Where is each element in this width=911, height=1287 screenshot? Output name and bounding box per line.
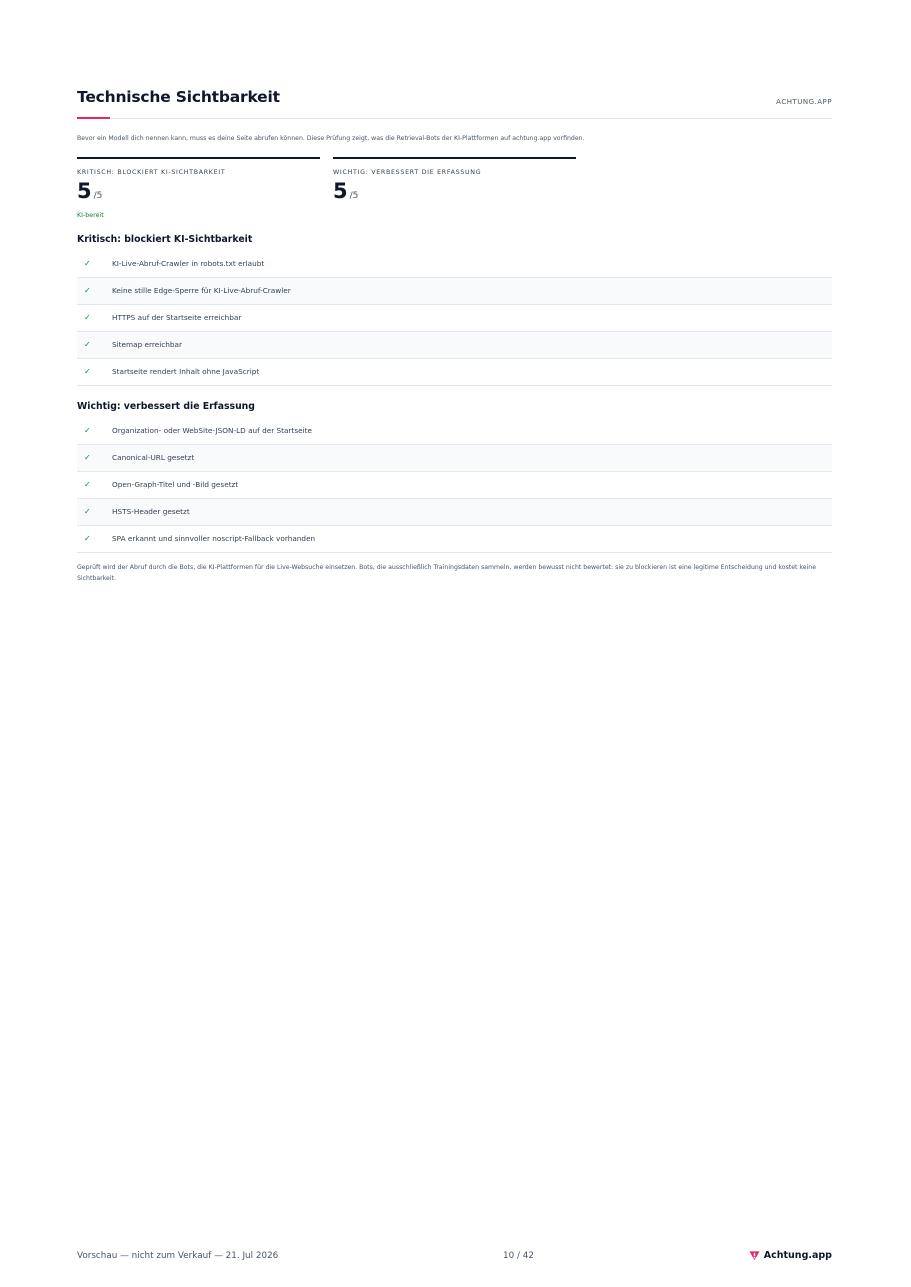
score-max: /5 xyxy=(93,191,103,201)
check-icon: ✓ xyxy=(84,286,91,295)
check-text: Keine stille Edge-Sperre für KI-Live-Abruf-Crawler xyxy=(112,286,291,295)
check-text: Canonical-URL gesetzt xyxy=(112,453,195,462)
check-icon: ✓ xyxy=(84,534,91,543)
footnote: Geprüft wird der Abruf durch die Bots, die KI-Plattformen für die Live-Websuche einsetzen. Bots, die ausschließlich Trainingsdaten sammeln, werden bewusst nicht bewertet: sie zu blockieren ist eine legitime Entscheidung und kostet keine Sichtbarkeit. xyxy=(77,564,817,582)
check-icon: ✓ xyxy=(84,426,91,435)
check-icon: ✓ xyxy=(84,453,91,462)
check-text: Open-Graph-Titel und -Bild gesetzt xyxy=(112,480,239,489)
list-item xyxy=(77,359,832,386)
list-item xyxy=(77,499,832,526)
footer-brand xyxy=(749,1250,832,1261)
intro-text: Bevor ein Modell dich nennen kann, muss es deine Seite abrufen können. Diese Prüfung zeigt, was die Retrieval-Bots der KI-Plattformen auf achtung.app vorfinden. xyxy=(77,135,585,142)
list-item xyxy=(77,472,832,499)
list-item xyxy=(77,418,832,445)
footer-preview-note: Vorschau — nicht zum Verkauf — 21. Jul 2026 xyxy=(77,1251,279,1261)
list-item xyxy=(77,278,832,305)
list-item xyxy=(77,251,832,278)
score-card-important xyxy=(333,157,576,207)
achtung-logo-icon xyxy=(749,1250,760,1261)
check-icon: ✓ xyxy=(84,480,91,489)
check-icon: ✓ xyxy=(84,507,91,516)
check-text: KI-Live-Abruf-Crawler in robots.txt erlaubt xyxy=(112,259,265,268)
check-text: HTTPS auf der Startseite erreichbar xyxy=(112,313,242,322)
check-text: Sitemap erreichbar xyxy=(112,340,182,349)
brand-tag: ACHTUNG.APP xyxy=(776,98,832,106)
section-title-important: Wichtig: verbessert die Erfassung xyxy=(77,401,255,412)
score-status: KI-bereit xyxy=(77,212,104,219)
list-item xyxy=(77,445,832,472)
check-text: Startseite rendert Inhalt ohne JavaScript xyxy=(112,367,260,376)
score-number: 5 xyxy=(333,179,348,203)
score-value xyxy=(77,180,320,207)
check-text: HSTS-Header gesetzt xyxy=(112,507,190,516)
section-title-critical: Kritisch: blockiert KI-Sichtbarkeit xyxy=(77,234,253,245)
page-header xyxy=(77,88,832,119)
report-page xyxy=(77,0,832,1287)
footer-logo-text: Achtung.app xyxy=(763,1250,832,1261)
check-icon: ✓ xyxy=(84,313,91,322)
list-item xyxy=(77,526,832,553)
list-item xyxy=(77,305,832,332)
check-list-important xyxy=(77,418,832,553)
check-icon: ✓ xyxy=(84,340,91,349)
score-value xyxy=(333,180,576,207)
score-max: /5 xyxy=(349,191,359,201)
check-text: SPA erkannt und sinnvoller noscript-Fallback vorhanden xyxy=(112,534,316,543)
check-text: Organization- oder WebSite-JSON-LD auf der Startseite xyxy=(112,426,313,435)
page-footer xyxy=(77,1251,832,1265)
score-number: 5 xyxy=(77,179,92,203)
page-number: 10 / 42 xyxy=(503,1251,534,1261)
score-label: WICHTIG: VERBESSERT DIE ERFASSUNG xyxy=(333,169,482,176)
title-accent-bar xyxy=(77,117,110,119)
score-label: KRITISCH: BLOCKIERT KI-SICHTBARKEIT xyxy=(77,169,226,176)
list-item xyxy=(77,332,832,359)
check-icon: ✓ xyxy=(84,259,91,268)
page-title: Technische Sichtbarkeit xyxy=(77,88,280,106)
check-list-critical xyxy=(77,251,832,386)
check-icon: ✓ xyxy=(84,367,91,376)
score-card-critical xyxy=(77,157,320,219)
